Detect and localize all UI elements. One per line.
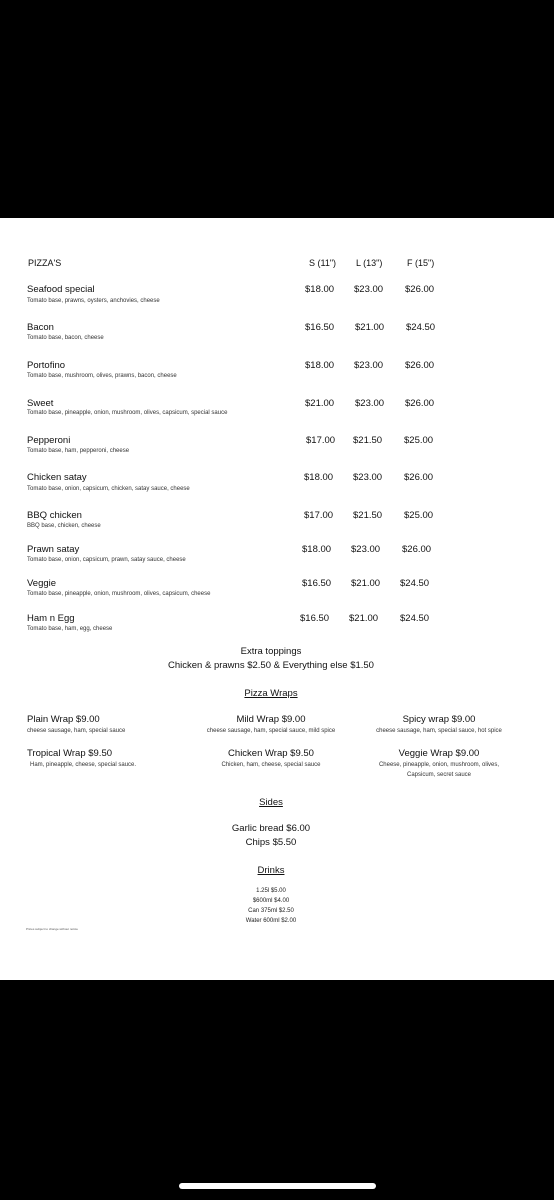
price-large: $21.00: [349, 613, 379, 624]
wrap-name: Plain Wrap $9.00: [27, 714, 100, 725]
drink-item: Water 600ml $2.00: [245, 918, 297, 924]
pizza-name: Chicken satay: [27, 472, 87, 483]
drink-item: 1.25l $5.00: [256, 888, 286, 894]
side-item: Garlic bread $6.00: [231, 823, 311, 834]
pizza-desc: Tomato base, bacon, cheese: [27, 335, 104, 341]
pizza-name: Bacon: [27, 322, 54, 333]
price-family: $26.00: [404, 472, 434, 483]
pizza-desc: BBQ base, chicken, cheese: [27, 523, 101, 529]
pizza-desc: Tomato base, ham, egg, cheese: [27, 626, 113, 632]
price-family: $24.50: [406, 322, 436, 333]
pizza-name: Pepperoni: [27, 435, 71, 446]
pizza-desc: Tomato base, ham, pepperoni, cheese: [27, 448, 130, 454]
size-large-header: L (13"): [356, 258, 383, 268]
price-family: $26.00: [402, 544, 432, 555]
extra-toppings-title: Extra toppings: [240, 646, 302, 657]
pizza-name: Veggie: [27, 578, 57, 589]
price-large: $23.00: [351, 544, 381, 555]
price-large: $23.00: [354, 284, 384, 295]
pizza-name: Sweet: [27, 398, 54, 409]
sides-title: Sides: [259, 797, 283, 808]
price-large: $23.00: [353, 472, 383, 483]
wrap-desc: Ham, pineapple, cheese, special sauce.: [30, 762, 137, 768]
pizza-desc: Tomato base, onion, capsicum, chicken, satay sauce, cheese: [27, 486, 190, 492]
price-family: $25.00: [404, 435, 434, 446]
price-small: $16.50: [302, 578, 332, 589]
wrap-name: Veggie Wrap $9.00: [398, 748, 480, 759]
wrap-name: Tropical Wrap $9.50: [27, 748, 113, 759]
pizza-wraps-title: Pizza Wraps: [244, 688, 298, 699]
wrap-desc: Cheese, pineapple, onion, mushroom, olives,: [378, 762, 500, 768]
drink-item: $600ml $4.00: [252, 898, 290, 904]
price-small: $18.00: [302, 544, 332, 555]
home-indicator[interactable]: [179, 1183, 376, 1189]
pizza-desc: Tomato base, prawns, oysters, anchovies, cheese: [27, 298, 160, 304]
price-footnote: Prices subject to change without notice: [26, 927, 78, 931]
pizza-name: Seafood special: [27, 284, 95, 295]
price-family: $26.00: [405, 284, 435, 295]
wrap-desc-line2: Capsicum, secret sauce: [406, 772, 472, 778]
price-large: $21.50: [353, 510, 383, 521]
wrap-desc: Chicken, ham, cheese, special sauce: [221, 762, 321, 768]
price-small: $18.00: [305, 284, 335, 295]
wrap-name: Chicken Wrap $9.50: [228, 748, 314, 759]
side-item: Chips $5.50: [245, 837, 297, 848]
pizza-desc: Tomato base, mushroom, olives, prawns, bacon, cheese: [27, 373, 177, 379]
wrap-desc: cheese sausage, ham, special sauce, hot spice: [376, 728, 502, 734]
price-family: $26.00: [405, 398, 435, 409]
price-family: $24.50: [400, 578, 430, 589]
pizza-desc: Tomato base, pineapple, onion, mushroom, olives, capsicum, cheese: [27, 591, 211, 597]
price-family: $26.00: [405, 360, 435, 371]
wrap-name: Mild Wrap $9.00: [236, 714, 306, 725]
price-family: $25.00: [404, 510, 434, 521]
pizza-name: Portofino: [27, 360, 66, 371]
price-family: $24.50: [400, 613, 430, 624]
drink-item: Can 375ml $2.50: [248, 908, 294, 914]
pizza-desc: Tomato base, onion, capsicum, prawn, satay sauce, cheese: [27, 557, 186, 563]
price-large: $21.00: [355, 322, 385, 333]
pizza-name: BBQ chicken: [27, 510, 82, 521]
size-family-header: F (15"): [407, 258, 435, 268]
price-small: $16.50: [300, 613, 330, 624]
wrap-desc: cheese sausage, ham, special sauce, mild spice: [206, 728, 336, 734]
price-large: $23.00: [354, 360, 384, 371]
wrap-name: Spicy wrap $9.00: [402, 714, 476, 725]
pizza-desc: Tomato base, pineapple, onion, mushroom, olives, capsicum, special sauce: [27, 410, 228, 416]
price-large: $21.00: [351, 578, 381, 589]
size-small-header: S (11"): [309, 258, 337, 268]
price-large: $23.00: [355, 398, 385, 409]
price-small: $16.50: [305, 322, 335, 333]
price-small: $18.00: [305, 360, 335, 371]
menu-photo: [0, 218, 554, 980]
price-small: $18.00: [304, 472, 334, 483]
pizza-name: Ham n Egg: [27, 613, 75, 624]
pizza-name: Prawn satay: [27, 544, 80, 555]
price-small: $21.00: [305, 398, 335, 409]
price-large: $21.50: [353, 435, 383, 446]
wrap-desc: cheese sausage, ham, special sauce: [27, 728, 126, 734]
price-small: $17.00: [304, 510, 334, 521]
drinks-title: Drinks: [257, 865, 285, 876]
price-small: $17.00: [306, 435, 336, 446]
extra-toppings-text: Chicken & prawns $2.50 & Everything else $1.50: [168, 660, 374, 671]
menu-title: PIZZA'S: [28, 258, 62, 268]
